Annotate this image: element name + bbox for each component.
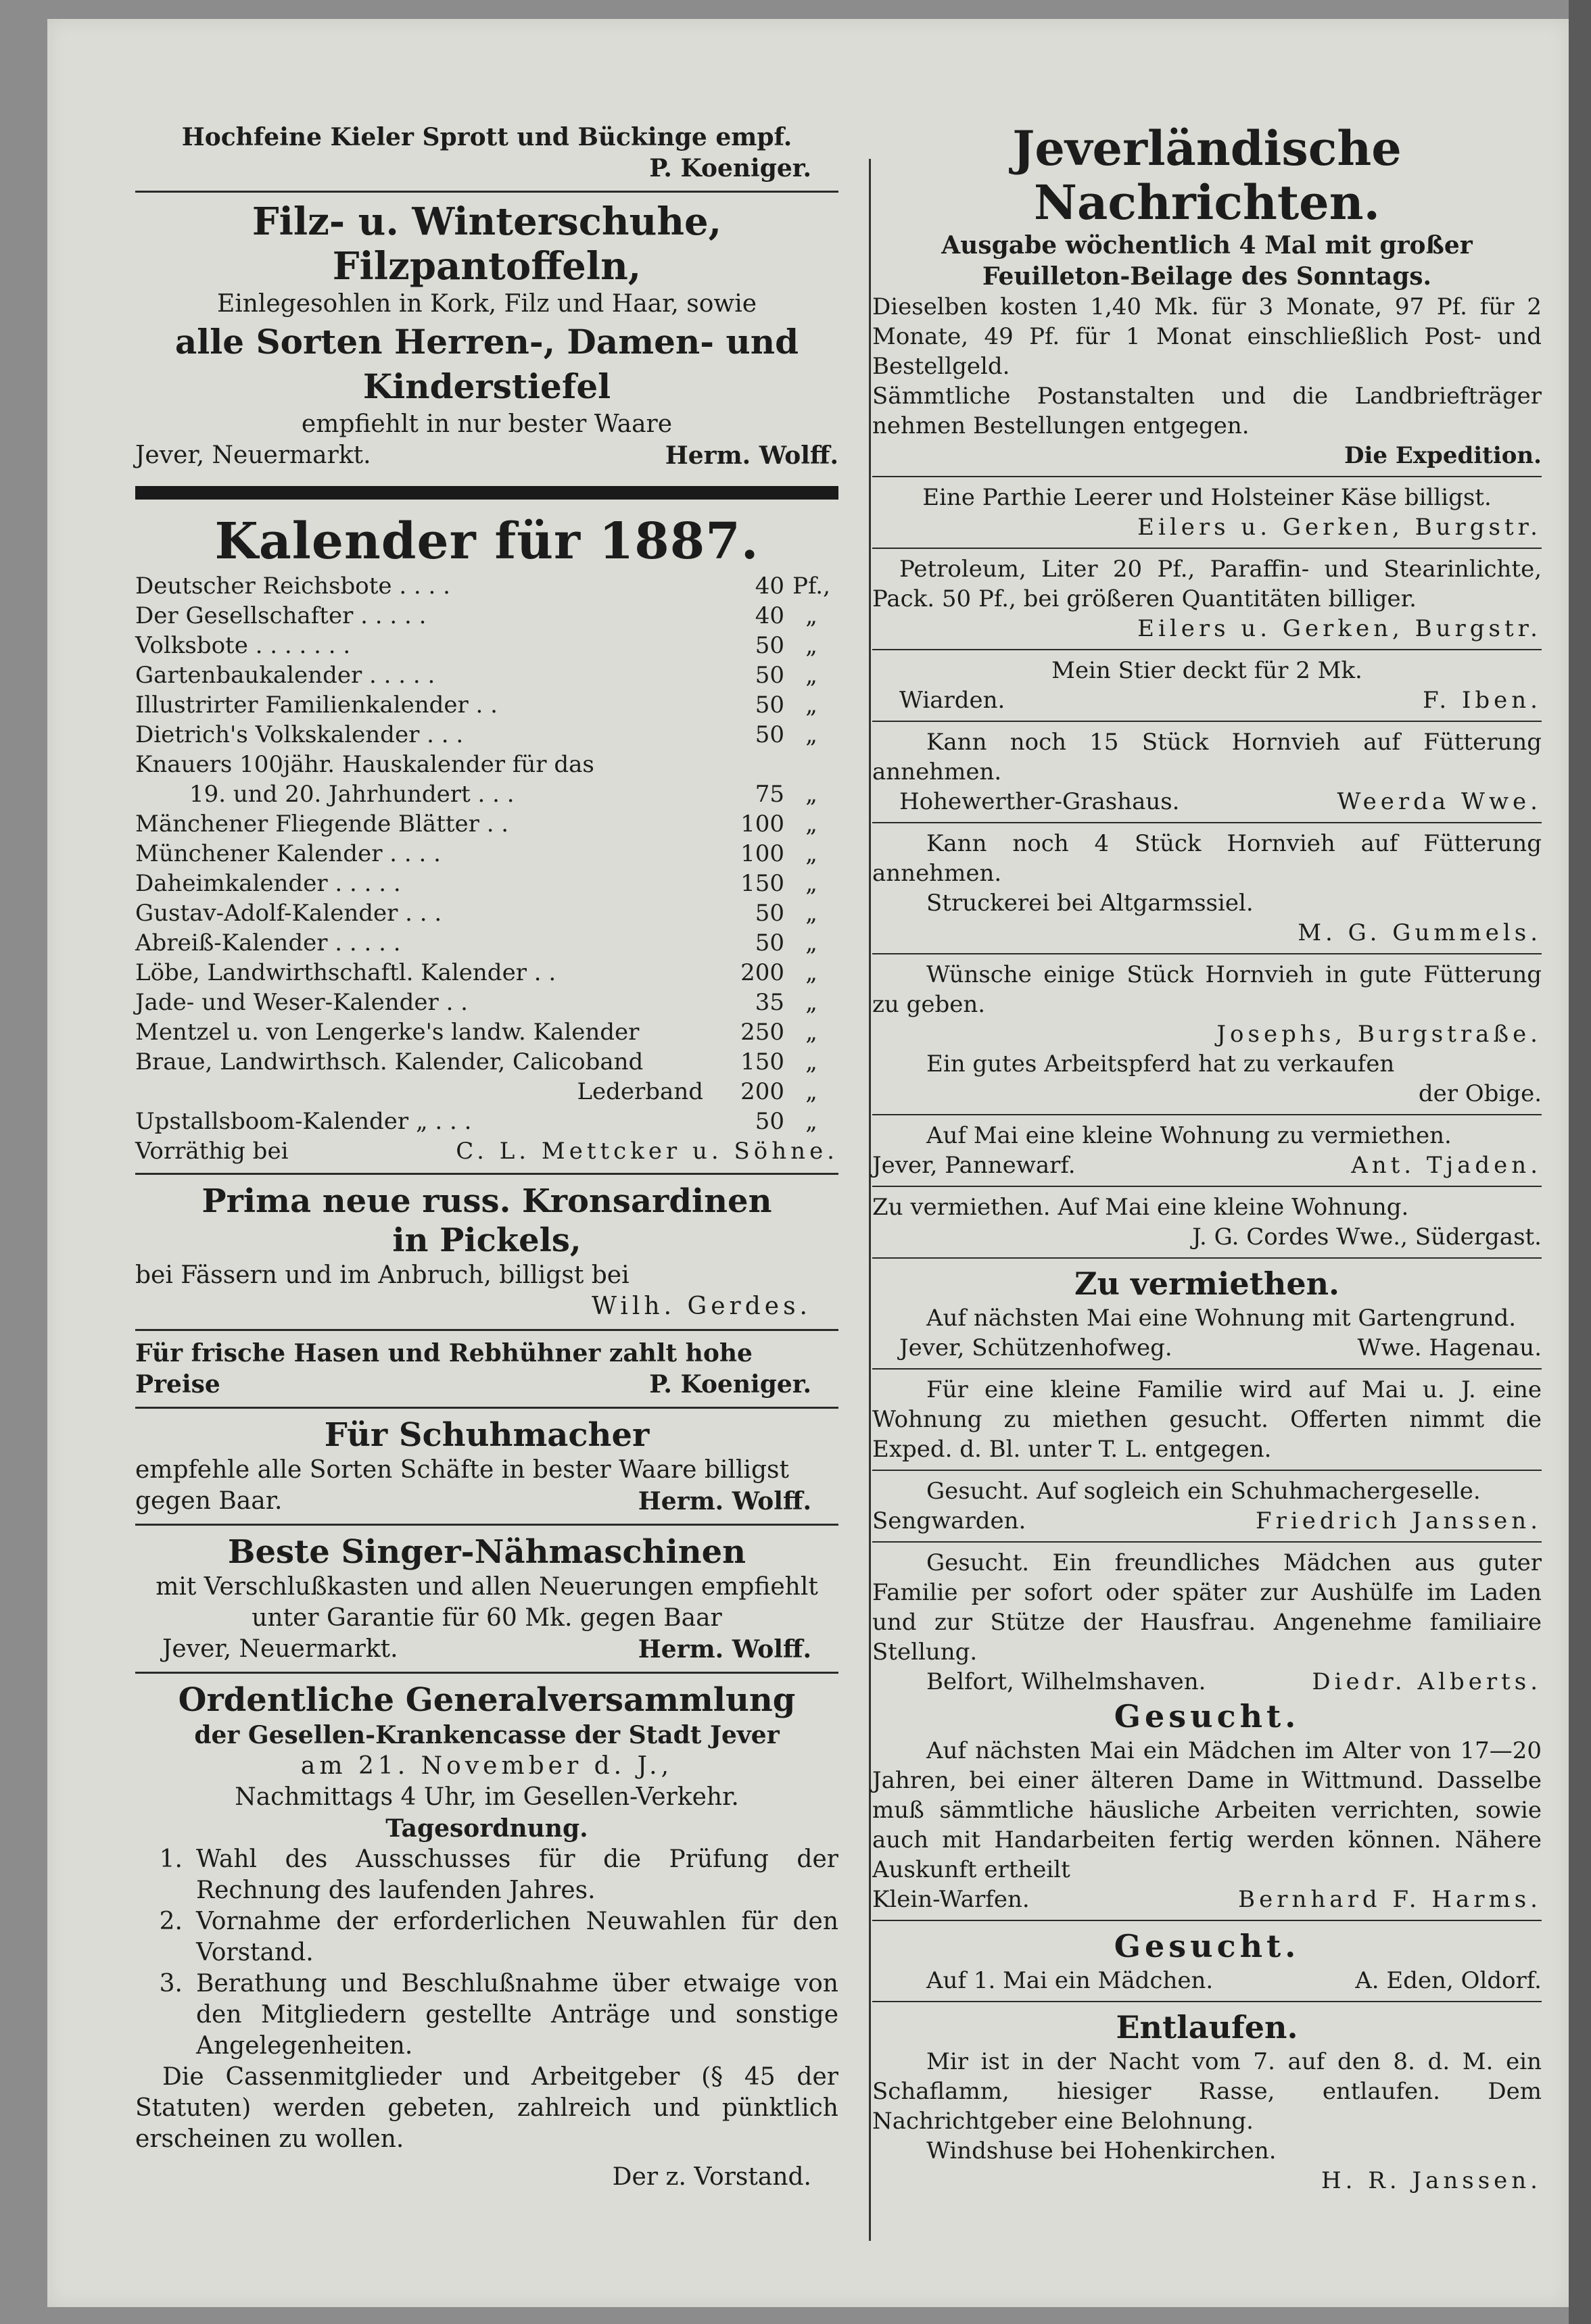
ad-petroleum xyxy=(872,554,1542,644)
kalender-unit: „ xyxy=(805,959,817,986)
ad-signature: A. Eden, Oldorf. xyxy=(1355,1967,1542,1994)
kalender-price: 200 xyxy=(740,1078,784,1105)
ad-time: Nachmittags 4 Uhr, im Gesellen-Verkehr. xyxy=(235,1783,739,1811)
kalender-list xyxy=(135,571,838,1136)
kalender-row xyxy=(135,928,838,958)
kalender-price: 75 xyxy=(755,781,784,808)
ad-line: empfiehlt in nur bester Waare xyxy=(301,410,673,438)
kalender-row xyxy=(135,571,838,601)
ad-signature: J. G. Cordes Wwe., Südergast. xyxy=(1192,1224,1542,1251)
kalender-name: Löbe, Landwirthschaftl. Kalender . . xyxy=(135,959,556,986)
ad-text: Auf nächsten Mai eine Wohnung mit Gartengrund. xyxy=(926,1305,1517,1332)
ad-text: Zu vermiethen. Auf Mai eine kleine Wohnung. xyxy=(872,1194,1409,1221)
ad-title: Zu vermiethen. xyxy=(1074,1265,1340,1302)
ad-signature: Herm. Wolff. xyxy=(638,1487,811,1516)
ad-line: unter Garantie für 60 Mk. gegen Baar xyxy=(252,1604,722,1632)
kalender-row xyxy=(135,1017,838,1047)
ad-signature: H. R. Janssen. xyxy=(1321,2167,1542,2194)
ad-text: Eine Parthie Leerer und Holsteiner Käse billigst. xyxy=(922,484,1492,511)
ad-signature: Herm. Wolff. xyxy=(638,1635,811,1664)
kalender-unit: „ xyxy=(805,632,817,659)
kalender-row xyxy=(135,809,838,839)
agenda-item: Vornahme der erforderlichen Neuwahlen für den Vorstand. xyxy=(196,1908,838,1966)
ad-price: Dieselben kosten 1,40 Mk. für 3 Monate, 97 Pf. für 2 Monate, 49 Pf. für 1 Monat einschließlich Post- und Bestellgeld. xyxy=(872,293,1542,380)
ad-footer-label: Vorräthig bei xyxy=(135,1138,289,1165)
ad-pferd xyxy=(872,1049,1542,1109)
ad-line: bei Fässern und im Anbruch, billigst bei xyxy=(135,1261,630,1289)
agenda-title: Tagesordnung. xyxy=(385,1814,588,1843)
kalender-unit: „ xyxy=(805,989,817,1016)
ad-text: Für eine kleine Familie wird auf Mai u. J. eine Wohnung zu miethen gesucht. Offerten nimmt die Exped. d. Bl. unter T. L. entgegen. xyxy=(872,1376,1542,1463)
ad-text: Wünsche einige Stück Hornvieh in gute Fütterung zu geben. xyxy=(872,961,1542,1018)
ad-place: Belfort, Wilhelmshaven. xyxy=(926,1668,1206,1695)
kalender-price: 35 xyxy=(755,989,784,1016)
kalender-unit: „ xyxy=(805,1108,817,1135)
ad-wohnung-3 xyxy=(872,1264,1542,1363)
kalender-name: Deutscher Reichsbote . . . . xyxy=(135,573,450,600)
ad-place: Windshuse bei Hohenkirchen. xyxy=(926,2137,1277,2164)
ad-date: am 21. November d. J., xyxy=(300,1752,673,1780)
ad-place: Hohewerther-Grashaus. xyxy=(899,788,1180,815)
kalender-price: 50 xyxy=(755,900,784,927)
ad-signature: Eilers u. Gerken, Burgstr. xyxy=(1137,514,1542,541)
ad-text: Kann noch 15 Stück Hornvieh auf Fütterung annehmen. xyxy=(872,729,1542,785)
ad-signature: Wwe. Hagenau. xyxy=(1357,1334,1542,1361)
ad-hornvieh-2 xyxy=(872,829,1542,948)
agenda-number: 2. xyxy=(159,1908,183,1935)
ad-maedchen-1 xyxy=(872,1548,1542,1697)
ad-signature: Weerda Wwe. xyxy=(1337,788,1542,815)
ad-title: Gesucht. xyxy=(1114,1928,1300,1964)
kalender-unit: Pf., xyxy=(792,573,830,600)
ad-line: empfehle alle Sorten Schäfte in bester Waare billigst xyxy=(135,1456,789,1484)
ad-place: Jever, Pannewarf. xyxy=(872,1152,1076,1179)
kalender-price: 50 xyxy=(755,632,784,659)
kalender-price: 50 xyxy=(755,1108,784,1135)
ad-text: Gesucht. Auf sogleich ein Schuhmachergeselle. xyxy=(926,1478,1481,1505)
ad-wohnung-1 xyxy=(872,1121,1542,1180)
ad-title: Filz- u. Winterschuhe, Filzpantoffeln, xyxy=(252,199,722,289)
ad-singer xyxy=(135,1532,838,1665)
kalender-row xyxy=(135,869,838,898)
ad-title: Jeverländische Nachrichten. xyxy=(1012,120,1402,231)
ad-schuhmacher xyxy=(135,1415,838,1517)
ad-generalversammlung xyxy=(135,1680,838,2193)
ad-signature: Die Expedition. xyxy=(1344,442,1542,469)
kalender-unit: „ xyxy=(805,929,817,957)
ad-line: mit Verschlußkasten und allen Neuerungen empfiehlt xyxy=(156,1573,818,1601)
kalender-name: Volksbote . . . . . . . xyxy=(135,632,351,659)
ad-kaese xyxy=(872,483,1542,542)
kalender-name: Upstallsboom-Kalender „ . . . xyxy=(135,1108,472,1135)
kalender-unit: „ xyxy=(805,900,817,927)
right-column xyxy=(872,122,1542,2196)
ad-signature: Josephs, Burgstraße. xyxy=(1216,1021,1542,1048)
kalender-name: Der Gesellschafter . . . . . xyxy=(135,602,427,629)
kalender-name: Münchener Kalender . . . . xyxy=(135,840,441,867)
ad-text: Auf Mai eine kleine Wohnung zu vermiethen. xyxy=(926,1122,1452,1149)
kalender-row xyxy=(135,958,838,988)
ad-place: Klein-Warfen. xyxy=(872,1886,1030,1913)
ad-place: Jever, Neuermarkt. xyxy=(162,1635,398,1663)
kalender-unit: „ xyxy=(805,870,817,897)
kalender-unit: „ xyxy=(805,810,817,838)
kalender-unit: „ xyxy=(805,721,817,748)
ad-line: Für frische Hasen und Rebhühner zahlt hohe xyxy=(135,1339,753,1367)
kalender-row xyxy=(135,750,838,779)
kalender-price: 40 xyxy=(755,602,784,629)
kalender-price: 250 xyxy=(740,1019,784,1046)
kalender-price xyxy=(703,750,784,779)
kalender-price: 40 xyxy=(755,573,784,600)
ad-place: Jever, Neuermarkt. xyxy=(135,441,371,469)
ad-stier xyxy=(872,656,1542,715)
kalender-price: 100 xyxy=(740,810,784,838)
column-divider xyxy=(869,159,871,2241)
ad-filz xyxy=(135,199,838,471)
kalender-name: Lederband xyxy=(577,1078,703,1105)
kalender-price: 150 xyxy=(740,870,784,897)
kalender-unit: „ xyxy=(805,1078,817,1105)
kalender-row xyxy=(135,898,838,928)
ad-signature: F. Iben. xyxy=(1423,687,1542,714)
ad-wohnung-2 xyxy=(872,1192,1542,1252)
kalender-price: 150 xyxy=(740,1048,784,1075)
ad-place: Struckerei bei Altgarmssiel. xyxy=(926,890,1254,917)
ad-signature: Wilh. Gerdes. xyxy=(591,1292,811,1320)
kalender-price: 50 xyxy=(755,721,784,748)
ad-entlaufen xyxy=(872,2008,1542,2196)
ad-signature: Eilers u. Gerken, Burgstr. xyxy=(1137,615,1542,642)
kalender-row xyxy=(135,690,838,720)
ad-text: Auf 1. Mai ein Mädchen. xyxy=(926,1967,1214,1994)
kalender-row xyxy=(135,660,838,690)
ad-gesucht-1 xyxy=(872,1697,1542,1914)
ad-title: Ordentliche Generalversammlung xyxy=(178,1681,796,1719)
ad-kalender xyxy=(135,512,838,1166)
kalender-price: 50 xyxy=(755,929,784,957)
kalender-row xyxy=(135,988,838,1017)
ad-title: in Pickels, xyxy=(392,1221,581,1259)
ad-text: Auf nächsten Mai ein Mädchen im Alter von 17—20 Jahren, bei einer älteren Dame in Wittmund. Dasselbe muß sämmtliche häusliche Arbeiten verrichten, sowie auch mit Handarbeiten fertig werden können. Nähere Auskunft ertheilt xyxy=(872,1737,1542,1883)
kalender-row xyxy=(135,839,838,869)
kalender-row xyxy=(135,1107,838,1136)
kalender-row xyxy=(135,1077,838,1107)
kalender-row xyxy=(135,720,838,750)
kalender-row xyxy=(135,631,838,660)
ad-signature: M. G. Gummels. xyxy=(1298,919,1542,946)
ad-signature: der Obige. xyxy=(1418,1080,1542,1107)
ad-hornvieh-3 xyxy=(872,960,1542,1049)
kalender-name: Gartenbaukalender . . . . . xyxy=(135,662,435,689)
ad-line: alle Sorten Herren-, Damen- und xyxy=(174,322,799,362)
ad-text: Kann noch 4 Stück Hornvieh auf Fütterung annehmen. xyxy=(872,830,1542,887)
kalender-row xyxy=(135,779,838,809)
ad-title: Beste Singer-Nähmaschinen xyxy=(227,1533,746,1571)
kalender-name: Braue, Landwirthsch. Kalender, Calicoband xyxy=(135,1048,644,1075)
ad-familie xyxy=(872,1375,1542,1464)
kalender-name: Jade- und Weser-Kalender . . xyxy=(135,989,468,1016)
ad-text: Gesucht. Ein freundliches Mädchen aus guter Familie per sofort oder später zur Aushülfe im Laden und zur Stütze der Hausfrau. Angenehme familiaire Stellung. xyxy=(872,1549,1542,1666)
kalender-name: Mentzel u. von Lengerke's landw. Kalender xyxy=(135,1019,640,1046)
ad-line: Preise xyxy=(135,1370,220,1399)
ad-signature: P. Koeniger. xyxy=(649,1370,811,1399)
ad-title: Für Schuhmacher xyxy=(324,1416,650,1454)
kalender-unit xyxy=(784,750,838,779)
ad-hasen xyxy=(135,1338,838,1400)
kalender-price: 50 xyxy=(755,692,784,719)
ad-signature: Diedr. Alberts. xyxy=(1312,1668,1542,1695)
adjacent-page-edge xyxy=(1569,0,1591,2324)
kalender-unit: „ xyxy=(805,662,817,689)
ad-note: Die Cassenmitglieder und Arbeitgeber (§ 45 der Statuten) werden gebeten, zahlreich und pünktlich erscheinen zu wollen. xyxy=(135,2063,838,2153)
ad-title: Prima neue russ. Kronsardinen xyxy=(201,1182,772,1220)
kalender-row xyxy=(135,1047,838,1077)
kalender-price: 100 xyxy=(740,840,784,867)
kalender-unit: „ xyxy=(805,692,817,719)
ad-text: Mir ist in der Nacht vom 7. auf den 8. d. M. ein Schaflamm, hiesiger Rasse, entlaufen. Dem Nachrichtgeber eine Belohnung. xyxy=(872,2048,1542,2135)
ad-signature: P. Koeniger. xyxy=(649,154,811,183)
kalender-name: Knauers 100jähr. Hauskalender für das xyxy=(135,751,594,778)
kalender-name: Abreiß-Kalender . . . . . xyxy=(135,929,401,957)
kalender-unit: „ xyxy=(805,840,817,867)
agenda-number: 1. xyxy=(159,1845,183,1873)
ad-signature: C. L. Mettcker u. Söhne. xyxy=(456,1138,838,1165)
ad-subtitle: Feuilleton-Beilage des Sonntags. xyxy=(982,262,1432,291)
kalender-unit: „ xyxy=(805,1048,817,1075)
ad-text: Hochfeine Kieler Sprott und Bückinge empf. xyxy=(181,123,792,151)
kalender-name: Daheimkalender . . . . . xyxy=(135,870,401,897)
ad-signature: Herm. Wolff. xyxy=(665,441,838,470)
kalender-name: Gustav-Adolf-Kalender . . . xyxy=(135,900,442,927)
ad-line: Kinderstiefel xyxy=(362,366,611,406)
ad-text: Mein Stier deckt für 2 Mk. xyxy=(1051,657,1362,684)
kalender-price: 50 xyxy=(755,662,784,689)
agenda-item: Berathung und Beschlußnahme über etwaige von den Mitgliedern gestellte Anträge und sonstige Angelegenheiten. xyxy=(196,1970,838,2060)
ad-sardinen xyxy=(135,1182,838,1322)
ad-sprott xyxy=(135,122,838,184)
ad-line: Einlegesohlen in Kork, Filz und Haar, sowie xyxy=(216,290,757,318)
ad-title: Kalender für 1887. xyxy=(214,512,759,571)
kalender-unit: „ xyxy=(805,602,817,629)
agenda-number: 3. xyxy=(159,1970,183,1998)
kalender-unit: „ xyxy=(805,781,817,808)
kalender-name: Mänchener Fliegende Blätter . . xyxy=(135,810,509,838)
ad-place: Jever, Schützenhofweg. xyxy=(899,1334,1172,1361)
ad-schuhmachergeselle xyxy=(872,1476,1542,1536)
kalender-row xyxy=(135,601,838,631)
kalender-name: 19. und 20. Jahrhundert . . . xyxy=(189,781,515,808)
kalender-name: Dietrich's Volkskalender . . . xyxy=(135,721,464,748)
ad-signature: Bernhard F. Harms. xyxy=(1238,1886,1542,1913)
ad-title: Entlaufen. xyxy=(1116,2009,1298,2045)
ad-note: Sämmtliche Postanstalten und die Landbriefträger nehmen Bestellungen entgegen. xyxy=(872,383,1542,439)
ad-gesucht-2 xyxy=(872,1927,1542,1995)
ad-hornvieh-1 xyxy=(872,727,1542,817)
ad-signature: Ant. Tjaden. xyxy=(1351,1152,1542,1179)
ad-signature: Friedrich Janssen. xyxy=(1256,1507,1542,1534)
ad-text: Ein gutes Arbeitspferd hat zu verkaufen xyxy=(926,1050,1395,1078)
ad-line: gegen Baar. xyxy=(135,1487,283,1515)
ad-nachrichten xyxy=(872,122,1542,470)
ad-subtitle: Ausgabe wöchentlich 4 Mal mit großer xyxy=(941,231,1473,260)
ad-place: Sengwarden. xyxy=(872,1507,1026,1534)
divider-rule xyxy=(135,486,838,500)
ad-place: Wiarden. xyxy=(899,687,1005,714)
ad-subtitle: der Gesellen-Krankencasse der Stadt Jever xyxy=(194,1721,780,1749)
agenda-item: Wahl des Ausschusses für die Prüfung der Rechnung des laufenden Jahres. xyxy=(196,1845,838,1904)
ad-signature: Der z. Vorstand. xyxy=(612,2163,811,2191)
kalender-price: 200 xyxy=(740,959,784,986)
kalender-unit: „ xyxy=(805,1019,817,1046)
left-column xyxy=(135,122,838,2193)
ad-text: Petroleum, Liter 20 Pf., Paraffin- und Stearinlichte, Pack. 50 Pf., bei größeren Quantitäten billiger. xyxy=(872,556,1542,612)
ad-title: Gesucht. xyxy=(1114,1698,1300,1735)
kalender-name: Illustrirter Familienkalender . . xyxy=(135,692,498,719)
